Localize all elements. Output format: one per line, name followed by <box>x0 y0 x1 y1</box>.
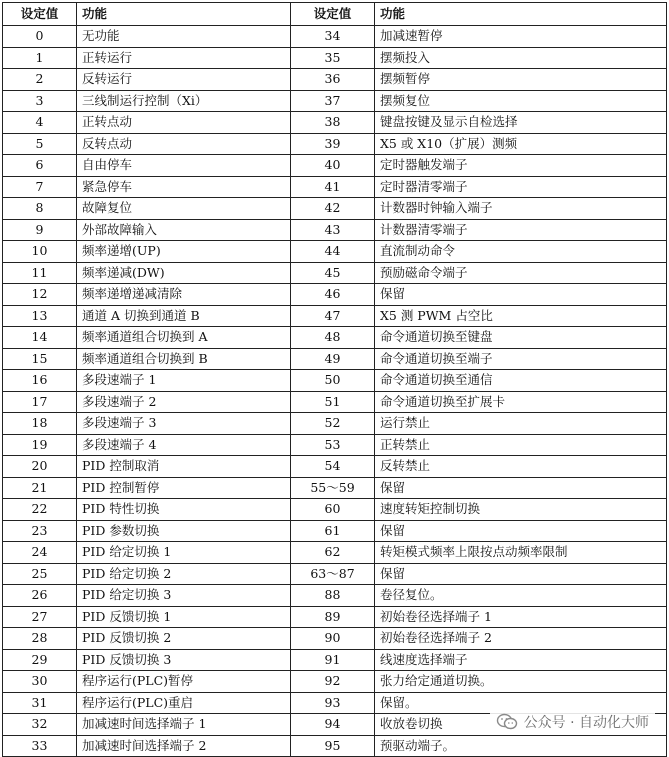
table-row <box>3 456 667 478</box>
setting-value-cell: 63～87 <box>291 563 375 585</box>
table-row <box>3 606 667 628</box>
header-function-right: 功能 <box>375 3 667 26</box>
function-cell: 初始卷径选择端子 2 <box>375 628 667 650</box>
setting-value-cell: 1 <box>3 47 77 69</box>
table-row <box>3 520 667 542</box>
table-row <box>3 413 667 435</box>
setting-value-cell: 20 <box>3 456 77 478</box>
setting-value-cell: 0 <box>3 26 77 48</box>
function-cell: PID 给定切换 3 <box>77 585 291 607</box>
function-cell: X5 测 PWM 占空比 <box>375 305 667 327</box>
setting-value-cell: 19 <box>3 434 77 456</box>
function-cell: 正转运行 <box>77 47 291 69</box>
setting-value-cell: 8 <box>3 198 77 220</box>
setting-value-cell: 42 <box>291 198 375 220</box>
function-cell: 程序运行(PLC)暂停 <box>77 671 291 693</box>
function-cell: 自由停车 <box>77 155 291 177</box>
function-cell: 计数器清零端子 <box>375 219 667 241</box>
function-cell: PID 给定切换 2 <box>77 563 291 585</box>
function-cell: PID 反馈切换 3 <box>77 649 291 671</box>
function-cell: 故障复位 <box>77 198 291 220</box>
setting-value-cell: 35 <box>291 47 375 69</box>
table-row <box>3 133 667 155</box>
table-header-row <box>3 3 667 26</box>
function-cell: 保留 <box>375 563 667 585</box>
table-row <box>3 198 667 220</box>
table-body <box>3 26 667 757</box>
function-cell: 保留。 <box>375 692 667 714</box>
setting-value-cell: 49 <box>291 348 375 370</box>
setting-value-cell: 17 <box>3 391 77 413</box>
setting-value-cell: 43 <box>291 219 375 241</box>
setting-value-cell: 54 <box>291 456 375 478</box>
setting-value-cell: 60 <box>291 499 375 521</box>
table-row <box>3 735 667 757</box>
setting-value-cell: 61 <box>291 520 375 542</box>
setting-value-cell: 62 <box>291 542 375 564</box>
wechat-icon <box>496 713 518 731</box>
function-cell: 速度转矩控制切换 <box>375 499 667 521</box>
function-cell: PID 特性切换 <box>77 499 291 521</box>
setting-value-cell: 45 <box>291 262 375 284</box>
function-cell: 键盘按键及显示自检选择 <box>375 112 667 134</box>
function-cell: 频率递增(UP) <box>77 241 291 263</box>
table-row <box>3 155 667 177</box>
function-cell: 反转禁止 <box>375 456 667 478</box>
function-cell: 命令通道切换至键盘 <box>375 327 667 349</box>
function-cell: 保留 <box>375 520 667 542</box>
setting-value-cell: 10 <box>3 241 77 263</box>
setting-value-cell: 55～59 <box>291 477 375 499</box>
table-row <box>3 434 667 456</box>
setting-value-cell: 36 <box>291 69 375 91</box>
setting-value-cell: 53 <box>291 434 375 456</box>
setting-value-cell: 2 <box>3 69 77 91</box>
function-cell: 摆频投入 <box>375 47 667 69</box>
setting-value-cell: 93 <box>291 692 375 714</box>
setting-value-cell: 12 <box>3 284 77 306</box>
function-cell: 保留 <box>375 477 667 499</box>
setting-value-cell: 28 <box>3 628 77 650</box>
header-setting-value-left: 设定值 <box>3 3 77 26</box>
function-cell: 反转点动 <box>77 133 291 155</box>
function-cell: 摆频复位 <box>375 90 667 112</box>
function-cell: 频率通道组合切换到 A <box>77 327 291 349</box>
function-cell: 摆频暂停 <box>375 69 667 91</box>
function-cell: 计数器时钟输入端子 <box>375 198 667 220</box>
function-cell: 收放卷切换 <box>375 714 667 736</box>
setting-value-cell: 38 <box>291 112 375 134</box>
setting-value-cell: 29 <box>3 649 77 671</box>
setting-value-cell: 47 <box>291 305 375 327</box>
table-row <box>3 671 667 693</box>
table-row <box>3 176 667 198</box>
setting-value-cell: 34 <box>291 26 375 48</box>
header-function-left: 功能 <box>77 3 291 26</box>
table-row <box>3 477 667 499</box>
table-row <box>3 499 667 521</box>
function-cell: 频率递减(DW) <box>77 262 291 284</box>
function-cell: PID 反馈切换 1 <box>77 606 291 628</box>
function-cell: PID 控制取消 <box>77 456 291 478</box>
table-row <box>3 649 667 671</box>
setting-value-cell: 39 <box>291 133 375 155</box>
table-row <box>3 542 667 564</box>
setting-value-cell: 89 <box>291 606 375 628</box>
setting-value-cell: 26 <box>3 585 77 607</box>
function-cell: PID 反馈切换 2 <box>77 628 291 650</box>
setting-value-cell: 46 <box>291 284 375 306</box>
setting-value-cell: 31 <box>3 692 77 714</box>
function-cell: 反转运行 <box>77 69 291 91</box>
table-row <box>3 628 667 650</box>
table-row <box>3 305 667 327</box>
table-row <box>3 391 667 413</box>
setting-value-cell: 88 <box>291 585 375 607</box>
function-cell: 张力给定通道切换。 <box>375 671 667 693</box>
setting-value-cell: 30 <box>3 671 77 693</box>
table-row <box>3 47 667 69</box>
setting-value-cell: 14 <box>3 327 77 349</box>
setting-value-cell: 5 <box>3 133 77 155</box>
table-row <box>3 69 667 91</box>
function-cell: 外部故障输入 <box>77 219 291 241</box>
function-cell: 正转点动 <box>77 112 291 134</box>
function-cell: 预励磁命令端子 <box>375 262 667 284</box>
function-cell: X5 或 X10（扩展）测频 <box>375 133 667 155</box>
function-cell: 三线制运行控制（Xi） <box>77 90 291 112</box>
table-row <box>3 585 667 607</box>
table-row <box>3 370 667 392</box>
setting-value-cell: 41 <box>291 176 375 198</box>
function-cell: PID 给定切换 1 <box>77 542 291 564</box>
function-cell: 预驱动端子。 <box>375 735 667 757</box>
wechat-watermark <box>490 710 655 734</box>
setting-value-cell: 22 <box>3 499 77 521</box>
function-cell: 直流制动命令 <box>375 241 667 263</box>
function-cell: 命令通道切换至端子 <box>375 348 667 370</box>
function-cell: 加减速暂停 <box>375 26 667 48</box>
function-cell: 加减速时间选择端子 1 <box>77 714 291 736</box>
function-cell: 多段速端子 2 <box>77 391 291 413</box>
function-cell: 命令通道切换至扩展卡 <box>375 391 667 413</box>
function-cell: 正转禁止 <box>375 434 667 456</box>
setting-value-cell: 7 <box>3 176 77 198</box>
setting-value-cell: 40 <box>291 155 375 177</box>
table-row <box>3 26 667 48</box>
table-row <box>3 284 667 306</box>
table-row <box>3 262 667 284</box>
setting-value-cell: 95 <box>291 735 375 757</box>
setting-value-cell: 92 <box>291 671 375 693</box>
function-cell: 转矩模式频率上限按点动频率限制 <box>375 542 667 564</box>
function-cell: 运行禁止 <box>375 413 667 435</box>
function-cell: 无功能 <box>77 26 291 48</box>
setting-value-cell: 24 <box>3 542 77 564</box>
setting-value-cell: 52 <box>291 413 375 435</box>
setting-value-cell: 9 <box>3 219 77 241</box>
function-cell: 命令通道切换至通信 <box>375 370 667 392</box>
function-cell: 通道 A 切换到通道 B <box>77 305 291 327</box>
function-cell: 线速度选择端子 <box>375 649 667 671</box>
function-cell: 定时器清零端子 <box>375 176 667 198</box>
setting-value-cell: 3 <box>3 90 77 112</box>
setting-value-cell: 50 <box>291 370 375 392</box>
setting-value-cell: 90 <box>291 628 375 650</box>
setting-value-cell: 18 <box>3 413 77 435</box>
table-row <box>3 241 667 263</box>
header-setting-value-right: 设定值 <box>291 3 375 26</box>
setting-value-cell: 51 <box>291 391 375 413</box>
function-cell: 保留 <box>375 284 667 306</box>
function-cell: 多段速端子 1 <box>77 370 291 392</box>
function-code-table <box>2 2 667 757</box>
function-cell: 多段速端子 4 <box>77 434 291 456</box>
function-cell: 频率通道组合切换到 B <box>77 348 291 370</box>
setting-value-cell: 27 <box>3 606 77 628</box>
table-row <box>3 90 667 112</box>
setting-value-cell: 48 <box>291 327 375 349</box>
table-row <box>3 348 667 370</box>
setting-value-cell: 25 <box>3 563 77 585</box>
setting-value-cell: 4 <box>3 112 77 134</box>
setting-value-cell: 37 <box>291 90 375 112</box>
setting-value-cell: 21 <box>3 477 77 499</box>
table-row <box>3 112 667 134</box>
setting-value-cell: 94 <box>291 714 375 736</box>
function-cell: 多段速端子 3 <box>77 413 291 435</box>
setting-value-cell: 23 <box>3 520 77 542</box>
setting-value-cell: 44 <box>291 241 375 263</box>
setting-value-cell: 15 <box>3 348 77 370</box>
function-cell: 程序运行(PLC)重启 <box>77 692 291 714</box>
function-cell: 紧急停车 <box>77 176 291 198</box>
setting-value-cell: 32 <box>3 714 77 736</box>
setting-value-cell: 6 <box>3 155 77 177</box>
setting-value-cell: 33 <box>3 735 77 757</box>
function-cell: PID 控制暂停 <box>77 477 291 499</box>
function-cell: 频率递增递减清除 <box>77 284 291 306</box>
table-row <box>3 219 667 241</box>
setting-value-cell: 16 <box>3 370 77 392</box>
function-cell: 卷径复位。 <box>375 585 667 607</box>
setting-value-cell: 11 <box>3 262 77 284</box>
setting-value-cell: 13 <box>3 305 77 327</box>
table-row <box>3 327 667 349</box>
setting-value-cell: 91 <box>291 649 375 671</box>
function-cell: 初始卷径选择端子 1 <box>375 606 667 628</box>
table-row <box>3 563 667 585</box>
function-cell: 加减速时间选择端子 2 <box>77 735 291 757</box>
watermark-text: 公众号 · 自动化大师 <box>523 715 649 731</box>
function-cell: 定时器触发端子 <box>375 155 667 177</box>
function-cell: PID 参数切换 <box>77 520 291 542</box>
